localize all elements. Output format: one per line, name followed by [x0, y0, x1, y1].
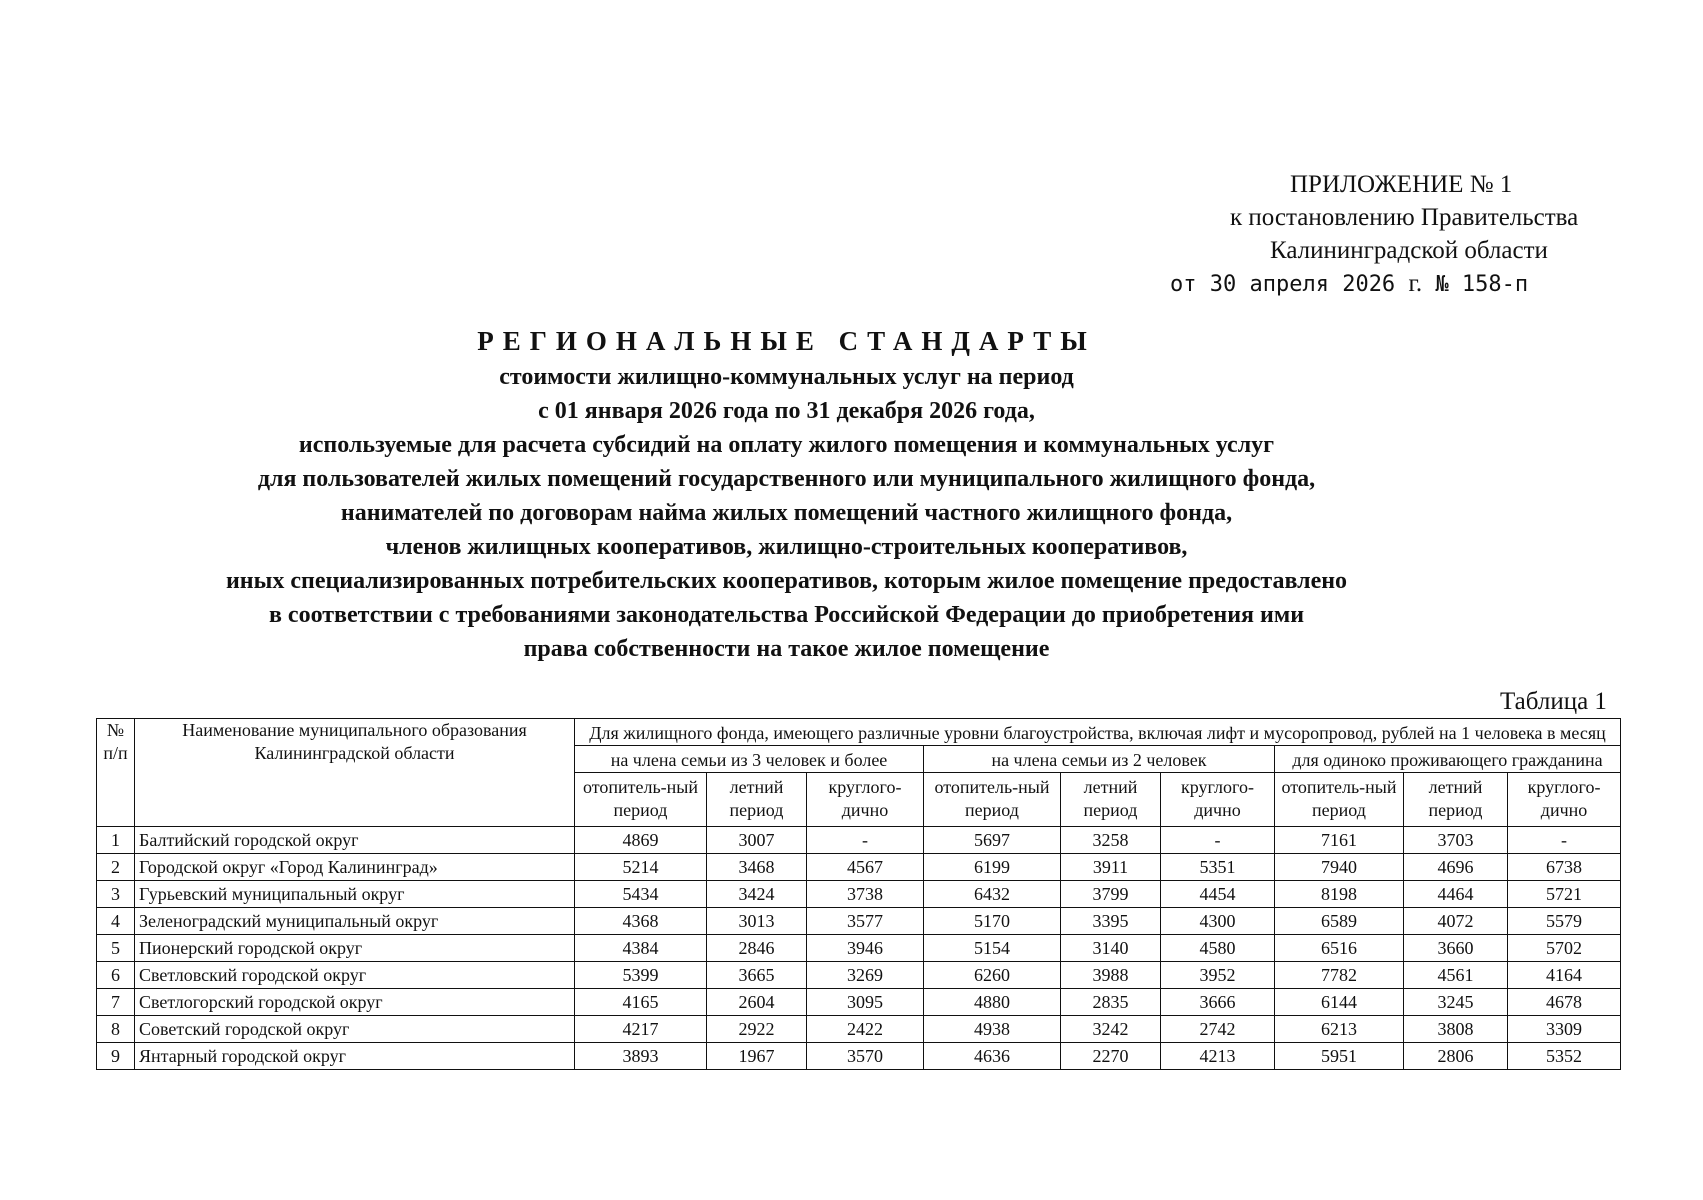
row-value: 1967	[707, 1043, 807, 1070]
row-value: 5352	[1508, 1043, 1621, 1070]
header-num: № п/п	[97, 719, 135, 827]
row-value: 7940	[1275, 854, 1404, 881]
row-number: 7	[97, 989, 135, 1016]
header-col: отопитель-ный период	[1275, 773, 1404, 827]
table-label: Таблица 1	[1500, 688, 1607, 715]
appendix-title: ПРИЛОЖЕНИЕ № 1	[1290, 171, 1513, 198]
row-name: Балтийский городской округ	[135, 827, 575, 854]
row-value: 8198	[1275, 881, 1404, 908]
row-value: 3808	[1404, 1016, 1508, 1043]
row-value: 2806	[1404, 1043, 1508, 1070]
row-value: 5214	[575, 854, 707, 881]
row-value: 5721	[1508, 881, 1621, 908]
row-number: 1	[97, 827, 135, 854]
row-number: 3	[97, 881, 135, 908]
header-group: Для жилищного фонда, имеющего различные уровни благоустройства, включая лифт и мусоропровод, рублей на 1 человека в месяц	[575, 719, 1621, 746]
row-value: 6213	[1275, 1016, 1404, 1043]
row-value: 3703	[1404, 827, 1508, 854]
table-row	[97, 908, 1621, 935]
row-value: 3570	[807, 1043, 924, 1070]
table-row	[97, 854, 1621, 881]
row-value: 2604	[707, 989, 807, 1016]
row-value: 5951	[1275, 1043, 1404, 1070]
row-value: 2270	[1061, 1043, 1161, 1070]
table-row	[97, 989, 1621, 1016]
row-value: 3660	[1404, 935, 1508, 962]
header-col: летний период	[707, 773, 807, 827]
row-value: 5399	[575, 962, 707, 989]
row-value: 6144	[1275, 989, 1404, 1016]
row-value: 2422	[807, 1016, 924, 1043]
header-col: круглого-дично	[807, 773, 924, 827]
header-col: летний период	[1404, 773, 1508, 827]
row-name: Светлогорский городской округ	[135, 989, 575, 1016]
row-value: 3140	[1061, 935, 1161, 962]
header-col: круглого-дично	[1508, 773, 1621, 827]
row-value: 4561	[1404, 962, 1508, 989]
row-number: 4	[97, 908, 135, 935]
row-value: 3245	[1404, 989, 1508, 1016]
row-value: 6516	[1275, 935, 1404, 962]
row-value: 4464	[1404, 881, 1508, 908]
row-number: 6	[97, 962, 135, 989]
row-name: Советский городской округ	[135, 1016, 575, 1043]
row-value: 2922	[707, 1016, 807, 1043]
row-number: 5	[97, 935, 135, 962]
row-number: 8	[97, 1016, 135, 1043]
row-value: 4678	[1508, 989, 1621, 1016]
row-value: 3309	[1508, 1016, 1621, 1043]
row-value: 4368	[575, 908, 707, 935]
row-value: 4454	[1161, 881, 1275, 908]
row-value: 3893	[575, 1043, 707, 1070]
date-prefix: от	[1170, 272, 1197, 297]
table-row	[97, 827, 1621, 854]
date-year-suffix: г.	[1408, 270, 1423, 297]
row-value: 6738	[1508, 854, 1621, 881]
standards-table	[96, 718, 1621, 1070]
row-value: 4636	[924, 1043, 1061, 1070]
title-line: с 01 января 2026 года по 31 декабря 2026 года,	[538, 398, 1035, 424]
row-value: 4300	[1161, 908, 1275, 935]
row-value: 3738	[807, 881, 924, 908]
row-value: 3424	[707, 881, 807, 908]
row-value: 3007	[707, 827, 807, 854]
row-value: 4567	[807, 854, 924, 881]
title-line: права собственности на такое жилое помещение	[523, 636, 1050, 662]
row-value: 4164	[1508, 962, 1621, 989]
row-value: 4165	[575, 989, 707, 1016]
title-line: иных специализированных потребительских кооперативов, которым жилое помещение предоставлено	[225, 568, 1348, 594]
row-value: 6589	[1275, 908, 1404, 935]
title-line: в соответствии с требованиями законодательства Российской Федерации до приобретения ими	[268, 602, 1305, 628]
row-value: 3952	[1161, 962, 1275, 989]
row-value: -	[1508, 827, 1621, 854]
row-number: 2	[97, 854, 135, 881]
row-value: 2835	[1061, 989, 1161, 1016]
header-col: летний период	[1061, 773, 1161, 827]
row-value: 4384	[575, 935, 707, 962]
row-value: 3665	[707, 962, 807, 989]
row-value: 5351	[1161, 854, 1275, 881]
table-row	[97, 935, 1621, 962]
table-row	[97, 1016, 1621, 1043]
title-line: используемые для расчета субсидий на оплату жилого помещения и коммунальных услуг	[298, 432, 1275, 458]
row-value: 3577	[807, 908, 924, 935]
row-value: 4696	[1404, 854, 1508, 881]
table-row	[97, 881, 1621, 908]
row-value: 3988	[1061, 962, 1161, 989]
date-text: 30 апреля 2026	[1209, 272, 1396, 297]
row-value: 7782	[1275, 962, 1404, 989]
row-value: -	[1161, 827, 1275, 854]
row-value: 3395	[1061, 908, 1161, 935]
row-value: 3911	[1061, 854, 1161, 881]
row-value: 4217	[575, 1016, 707, 1043]
appendix-ref: к постановлению Правительства	[1230, 204, 1579, 231]
row-value: 4072	[1404, 908, 1508, 935]
header-name: Наименование муниципального образования Калининградской области	[135, 719, 575, 827]
row-value: 3946	[807, 935, 924, 962]
row-value: 3013	[707, 908, 807, 935]
row-value: 5702	[1508, 935, 1621, 962]
header-subgroup-single: для одиноко проживающего гражданина	[1275, 746, 1621, 773]
row-value: 2742	[1161, 1016, 1275, 1043]
header-col: отопитель-ный период	[924, 773, 1061, 827]
table-row	[97, 962, 1621, 989]
row-value: 4580	[1161, 935, 1275, 962]
row-value: 3468	[707, 854, 807, 881]
row-value: -	[807, 827, 924, 854]
row-value: 3258	[1061, 827, 1161, 854]
row-name: Светловский городской округ	[135, 962, 575, 989]
row-value: 5434	[575, 881, 707, 908]
row-value: 6260	[924, 962, 1061, 989]
row-value: 3095	[807, 989, 924, 1016]
title-line: нанимателей по договорам найма жилых помещений частного жилищного фонда,	[340, 500, 1233, 526]
row-value: 4938	[924, 1016, 1061, 1043]
table-row	[97, 1043, 1621, 1070]
header-subgroup-3plus: на члена семьи из 3 человек и более	[575, 746, 924, 773]
row-value: 6199	[924, 854, 1061, 881]
row-value: 5154	[924, 935, 1061, 962]
row-value: 5697	[924, 827, 1061, 854]
appendix-header	[1170, 168, 1640, 301]
header-col: отопитель-ный период	[575, 773, 707, 827]
row-value: 6432	[924, 881, 1061, 908]
document-title	[0, 322, 1703, 666]
row-name: Янтарный городской округ	[135, 1043, 575, 1070]
row-value: 2846	[707, 935, 807, 962]
title-line: для пользователей жилых помещений государственного или муниципального жилищного фонда,	[257, 466, 1316, 492]
row-value: 5170	[924, 908, 1061, 935]
row-value: 3666	[1161, 989, 1275, 1016]
row-value: 3269	[807, 962, 924, 989]
row-name: Зеленоградский муниципальный округ	[135, 908, 575, 935]
header-subgroup-2: на члена семьи из 2 человек	[924, 746, 1275, 773]
row-value: 4869	[575, 827, 707, 854]
decree-number: № 158-п	[1435, 272, 1529, 297]
row-value: 5579	[1508, 908, 1621, 935]
title-line: членов жилищных кооперативов, жилищно-строительных кооперативов,	[385, 534, 1188, 560]
title-main: РЕГИОНАЛЬНЫЕ СТАНДАРТЫ	[477, 326, 1096, 356]
row-value: 7161	[1275, 827, 1404, 854]
row-name: Городской округ «Город Калининград»	[135, 854, 575, 881]
appendix-date-line	[1170, 267, 1640, 301]
title-line: стоимости жилищно-коммунальных услуг на период	[499, 364, 1074, 390]
row-value: 4880	[924, 989, 1061, 1016]
appendix-region: Калининградской области	[1270, 237, 1548, 264]
row-name: Пионерский городской округ	[135, 935, 575, 962]
header-col: круглого-дично	[1161, 773, 1275, 827]
row-name: Гурьевский муниципальный округ	[135, 881, 575, 908]
row-value: 3799	[1061, 881, 1161, 908]
row-value: 4213	[1161, 1043, 1275, 1070]
row-number: 9	[97, 1043, 135, 1070]
row-value: 3242	[1061, 1016, 1161, 1043]
